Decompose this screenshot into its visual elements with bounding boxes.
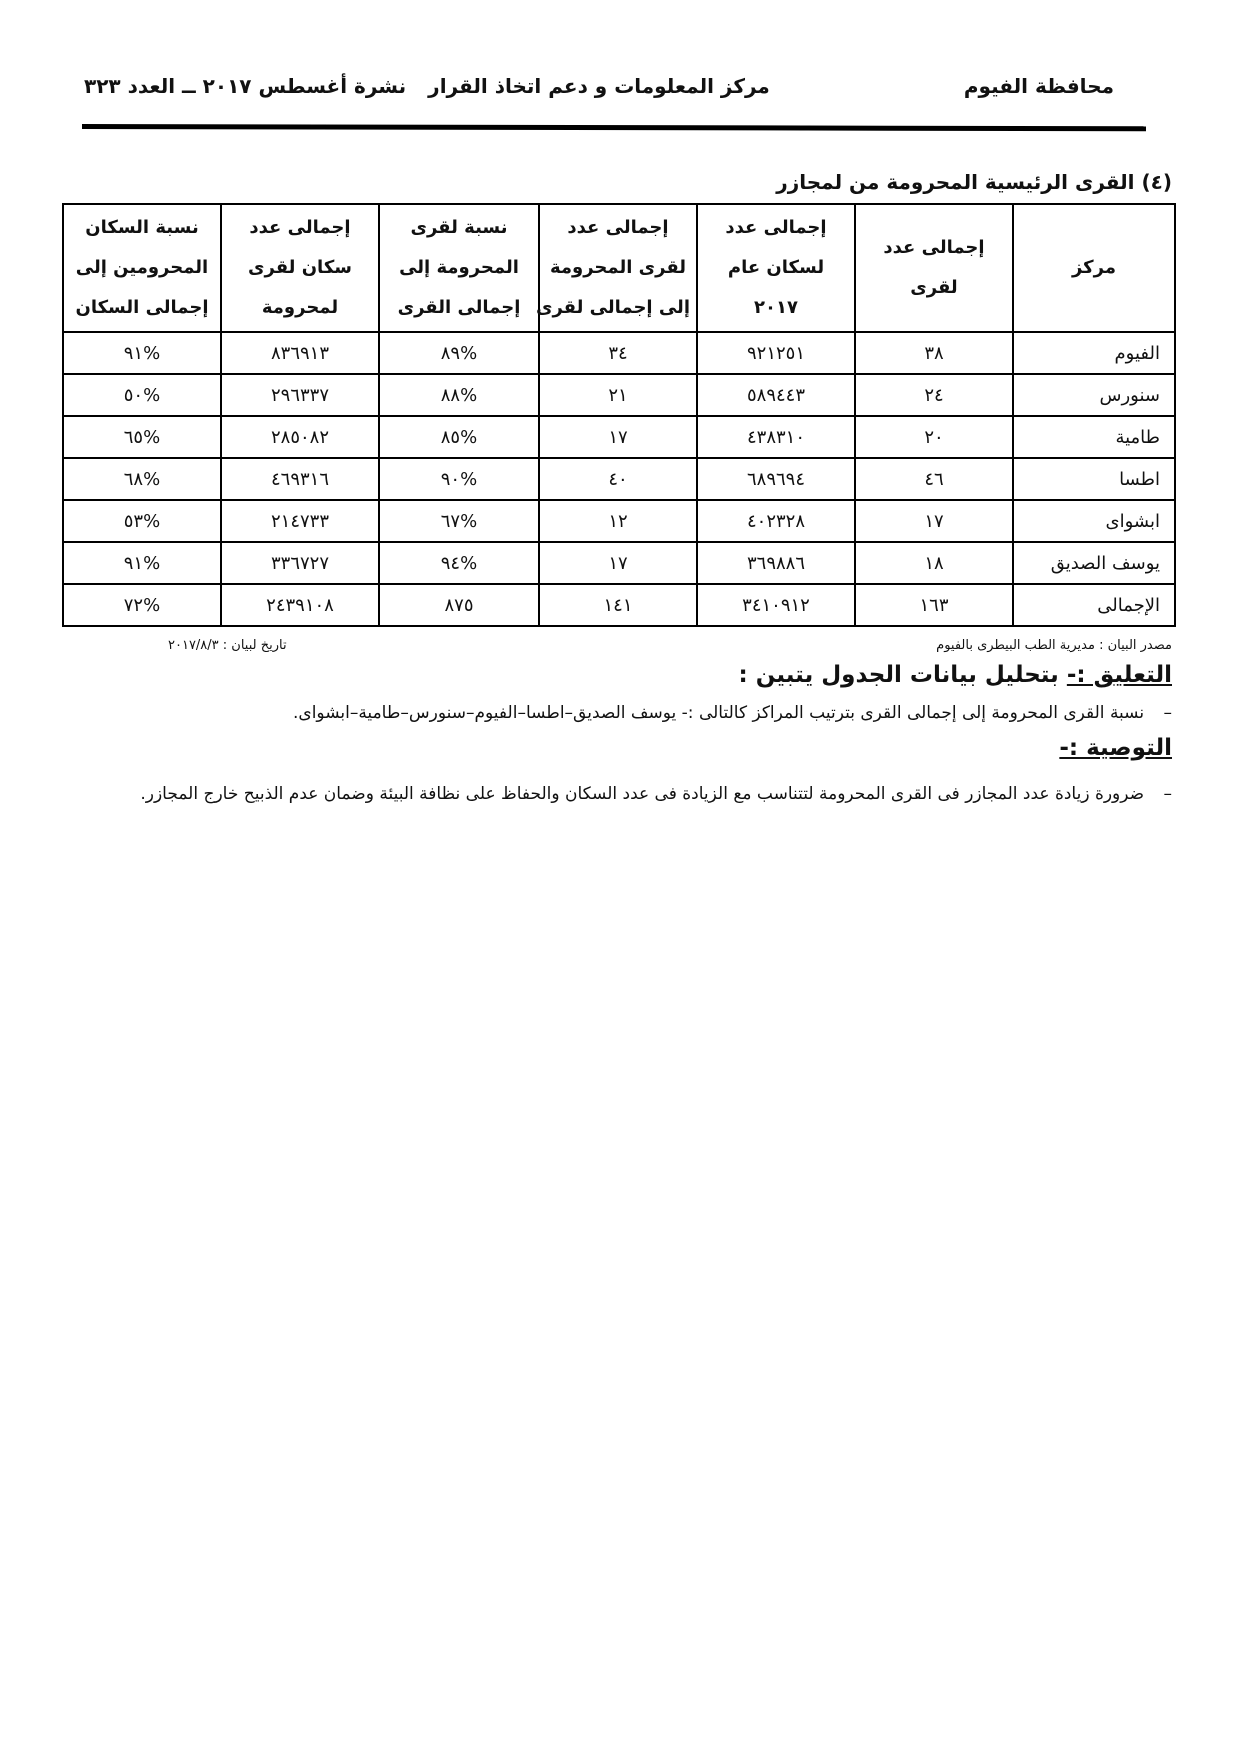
header-line: لمحرومة — [261, 297, 339, 318]
cell-villages-total: ١٧ — [855, 500, 1013, 542]
cell-deprived-population: ٢٩٦٣٣٧ — [221, 374, 379, 416]
header-deprived-villages — [535, 204, 697, 332]
comment-intro: بتحليل بيانات الجدول يتبين : — [738, 662, 1059, 688]
cell-deprived-villages: ١٧ — [539, 416, 697, 458]
cell-deprived-villages: ١٧ — [539, 542, 697, 584]
header-line: مركز — [1071, 257, 1116, 278]
comment-bullet-text: نسبة القرى المحرومة إلى إجمالى القرى بترتيب المراكز كالتالى :- يوسف الصديق–اطسا–الفيوم–سنورس–طامية–ابشواى. — [292, 703, 1145, 723]
header-line: نسبة لقرى — [410, 217, 508, 238]
table-row — [63, 458, 1175, 500]
header-deprived-villages-ratio — [379, 204, 539, 332]
cell-villages-total: ٣٨ — [855, 332, 1013, 374]
recommendation-label: التوصية :- — [1059, 735, 1172, 761]
cell-deprived-population: ٢١٤٧٣٣ — [221, 500, 379, 542]
header-line: إجمالى عدد — [883, 237, 985, 258]
cell-deprived-villages-ratio: %٨٥ — [379, 416, 539, 458]
data-source: مصدر البيان : مديرية الطب البيطرى بالفيوم — [936, 638, 1172, 653]
cell-center: اطسا — [1013, 458, 1175, 500]
cell-deprived-population-ratio: %٥٣ — [63, 500, 221, 542]
cell-population: ٣٦٩٨٨٦ — [697, 542, 855, 584]
cell-population: ٤٠٢٣٢٨ — [697, 500, 855, 542]
comment-heading — [739, 662, 1173, 688]
cell-deprived-population: ٢٤٣٩١٠٨ — [221, 584, 379, 626]
table-total-row — [63, 584, 1175, 626]
cell-center: يوسف الصديق — [1013, 542, 1175, 584]
table-row — [63, 332, 1175, 374]
cell-deprived-villages-ratio: ٨٧٥ — [379, 584, 539, 626]
governorate-name: محافظة الفيوم — [963, 74, 1114, 98]
cell-deprived-villages-ratio: %٨٨ — [379, 374, 539, 416]
header-line: إجمالى عدد — [567, 217, 669, 238]
header-line: إلى إجمالى لقرى — [535, 297, 690, 318]
bullet-dash: – — [1163, 784, 1172, 804]
cell-deprived-villages: ٤٠ — [539, 458, 697, 500]
cell-deprived-population-ratio: %٦٥ — [63, 416, 221, 458]
bulletin-issue: نشرة أغسطس ٢٠١٧ ــ العدد ٣٢٣ — [84, 74, 407, 98]
header-line: نسبة السكان — [85, 217, 199, 238]
cell-deprived-population-ratio: %٩١ — [63, 542, 221, 584]
table-row — [63, 542, 1175, 584]
cell-population: ٤٣٨٣١٠ — [697, 416, 855, 458]
header-line: إجمالى عدد — [725, 217, 827, 238]
comment-bullet — [293, 703, 1172, 723]
cell-deprived-population: ٤٦٩٣١٦ — [221, 458, 379, 500]
cell-population: ٣٤١٠٩١٢ — [697, 584, 855, 626]
bullet-dash: – — [1163, 703, 1172, 723]
header-line: المحرومة إلى — [399, 257, 519, 278]
table-row — [63, 374, 1175, 416]
cell-deprived-villages: ٣٤ — [539, 332, 697, 374]
section-title: (٤) القرى الرئيسية المحرومة من لمجازر — [776, 170, 1172, 194]
header-line: لقرى — [910, 277, 958, 298]
header-deprived-population-ratio — [63, 204, 221, 332]
header-deprived-population — [221, 204, 379, 332]
header-line: إجمالى القرى — [397, 297, 521, 318]
cell-population: ٩٢١٢٥١ — [697, 332, 855, 374]
cell-deprived-population-ratio: %٩١ — [63, 332, 221, 374]
header-line: إجمالى السكان — [75, 297, 209, 318]
cell-deprived-villages-ratio: %٩٠ — [379, 458, 539, 500]
cell-deprived-population-ratio: %٦٨ — [63, 458, 221, 500]
cell-deprived-villages: ١٢ — [539, 500, 697, 542]
recommendation-heading — [1059, 735, 1172, 761]
cell-center: سنورس — [1013, 374, 1175, 416]
cell-center: ابشواى — [1013, 500, 1175, 542]
cell-deprived-population-ratio: %٥٠ — [63, 374, 221, 416]
cell-villages-total: ١٦٣ — [855, 584, 1013, 626]
cell-deprived-villages: ٢١ — [539, 374, 697, 416]
header-line: إجمالى عدد — [249, 217, 351, 238]
cell-villages-total: ٢٤ — [855, 374, 1013, 416]
header-line: المحرومين إلى — [75, 257, 209, 278]
header-divider — [82, 124, 1146, 131]
cell-deprived-villages-ratio: %٩٤ — [379, 542, 539, 584]
header-line: لسكان عام — [727, 257, 825, 278]
header-center — [1013, 204, 1175, 332]
table-header-row — [63, 204, 1175, 332]
recommendation-bullet — [112, 774, 1172, 814]
header-population-2017 — [697, 204, 855, 332]
cell-deprived-population: ٨٣٦٩١٣ — [221, 332, 379, 374]
cell-center: طامية — [1013, 416, 1175, 458]
cell-villages-total: ٢٠ — [855, 416, 1013, 458]
header-line: لقرى المحرومة — [549, 257, 687, 278]
data-date: تاريخ لبيان : ٢٠١٧/٨/٣ — [168, 638, 287, 653]
cell-deprived-population: ٣٣٦٧٢٧ — [221, 542, 379, 584]
cell-villages-total: ١٨ — [855, 542, 1013, 584]
cell-villages-total: ٤٦ — [855, 458, 1013, 500]
header-villages-total — [855, 204, 1013, 332]
center-name-header: مركز المعلومات و دعم اتخاذ القرار — [428, 74, 770, 98]
cell-population: ٥٨٩٤٤٣ — [697, 374, 855, 416]
slaughterhouse-villages-table — [62, 203, 1176, 627]
cell-deprived-villages-ratio: %٨٩ — [379, 332, 539, 374]
table-row — [63, 500, 1175, 542]
header-line: ٢٠١٧ — [754, 297, 798, 318]
recommendation-text: ضرورة زيادة عدد المجازر فى القرى المحرومة لتتناسب مع الزيادة فى عدد السكان والحفاظ على نظافة البيئة وضمان عدم الذبيح خارج المجازر. — [140, 784, 1145, 804]
cell-deprived-villages: ١٤١ — [539, 584, 697, 626]
cell-center: الإجمالى — [1013, 584, 1175, 626]
table-row — [63, 416, 1175, 458]
comment-label: التعليق :- — [1066, 662, 1172, 688]
cell-center: الفيوم — [1013, 332, 1175, 374]
cell-deprived-villages-ratio: %٦٧ — [379, 500, 539, 542]
header-line: سكان لقرى — [248, 257, 352, 278]
cell-population: ٦٨٩٦٩٤ — [697, 458, 855, 500]
cell-deprived-population-ratio: %٧٢ — [63, 584, 221, 626]
page-header — [84, 66, 1114, 106]
cell-deprived-population: ٢٨٥٠٨٢ — [221, 416, 379, 458]
